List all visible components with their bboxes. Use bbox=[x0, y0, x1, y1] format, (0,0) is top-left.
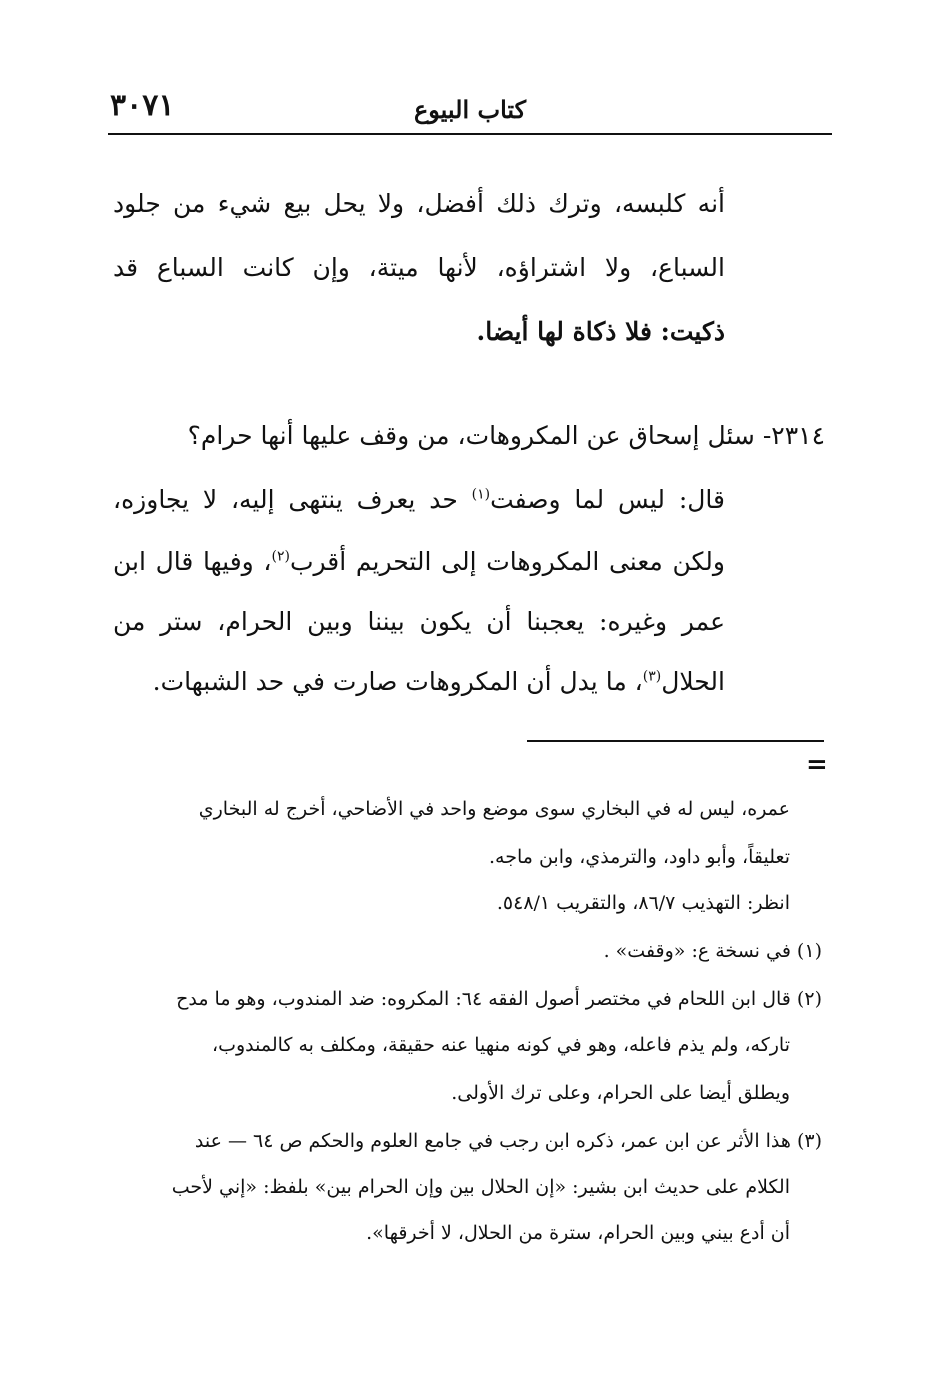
footnote-2: (٢) قال ابن اللحام في مختصر أصول الفقه ٦٤: المكروه: ضد المندوب، وهو ما مدح bbox=[176, 988, 822, 1010]
footnote-line: أن أدع بيني وبين الحرام، سترة من الحلال، لا أخرقها». bbox=[366, 1222, 790, 1244]
footnote-1: (١) في نسخة ع: «وقفت» . bbox=[603, 940, 822, 962]
running-title: كتاب البيوع bbox=[413, 95, 527, 124]
entry-number: ٢٣١٤- bbox=[762, 421, 825, 450]
footnote-line: الكلام على حديث ابن بشير: «إن الحلال بين وإن الحرام بين» بلفظ: «إني لأحب bbox=[171, 1176, 790, 1198]
footnote-ref-2[interactable]: (٢) bbox=[271, 548, 290, 565]
footnote-separator bbox=[527, 740, 824, 742]
footnote-line: عمره، ليس له في البخاري سوى موضع واحد في الأضاحي، أخرج له البخاري bbox=[198, 798, 790, 820]
body-line bbox=[113, 542, 725, 582]
footnote-line: انظر: التهذيب ٨٦/٧، والتقريب ٥٤٨/١. bbox=[496, 892, 790, 914]
body-line bbox=[113, 662, 725, 702]
header-rule bbox=[108, 133, 832, 135]
footnote-3: (٣) هذا الأثر عن ابن عمر، ذكره ابن رجب في جامع العلوم والحكم ص ٦٤ — عند bbox=[194, 1130, 822, 1152]
body-line bbox=[113, 480, 725, 520]
body-line: السباع، ولا اشتراؤه، لأنها ميتة، وإن كانت السباع قد bbox=[113, 253, 725, 282]
body-line: ذكيت: فلا ذكاة لها أيضا. bbox=[476, 317, 725, 346]
footnote-ref-1[interactable]: (١) bbox=[471, 486, 491, 503]
text-run: الحلال bbox=[661, 667, 725, 696]
continuation-mark: = bbox=[806, 750, 828, 780]
entry-heading bbox=[113, 416, 825, 456]
text-run: حد يعرف ينتهى إليه، لا يجاوزه، bbox=[113, 485, 472, 514]
footnote-ref-3[interactable]: (٣) bbox=[642, 668, 662, 685]
footnote-line: ويطلق أيضا على الحرام، وعلى ترك الأولى. bbox=[451, 1082, 790, 1104]
body-line: أنه كلبسه، وترك ذلك أفضل، ولا يحل بيع شيء من جلود bbox=[113, 189, 725, 218]
body-line: عمر وغيره: يعجبنا أن يكون بيننا وبين الحرام، ستر من bbox=[113, 607, 725, 636]
footnote-line: تعليقاً، وأبو داود، والترمذي، وابن ماجه. bbox=[488, 846, 790, 868]
text-run: ، ما يدل أن المكروهات صارت في حد الشبهات. bbox=[152, 667, 643, 696]
entry-question: سئل إسحاق عن المكروهات، من وقف عليها أنها حرام؟ bbox=[187, 421, 755, 450]
page-number: ٣٠٧١ bbox=[110, 88, 175, 123]
text-run: قال: ليس لما وصفت bbox=[490, 485, 725, 514]
text-run: ، وفيها قال ابن bbox=[113, 547, 272, 576]
footnote-line: تاركه، ولم يذم فاعله، وهو في كونه منهيا عنه حقيقة، ومكلف به كالمندوب، bbox=[211, 1034, 790, 1056]
text-run: ولكن معنى المكروهات إلى التحريم أقرب bbox=[289, 547, 725, 576]
